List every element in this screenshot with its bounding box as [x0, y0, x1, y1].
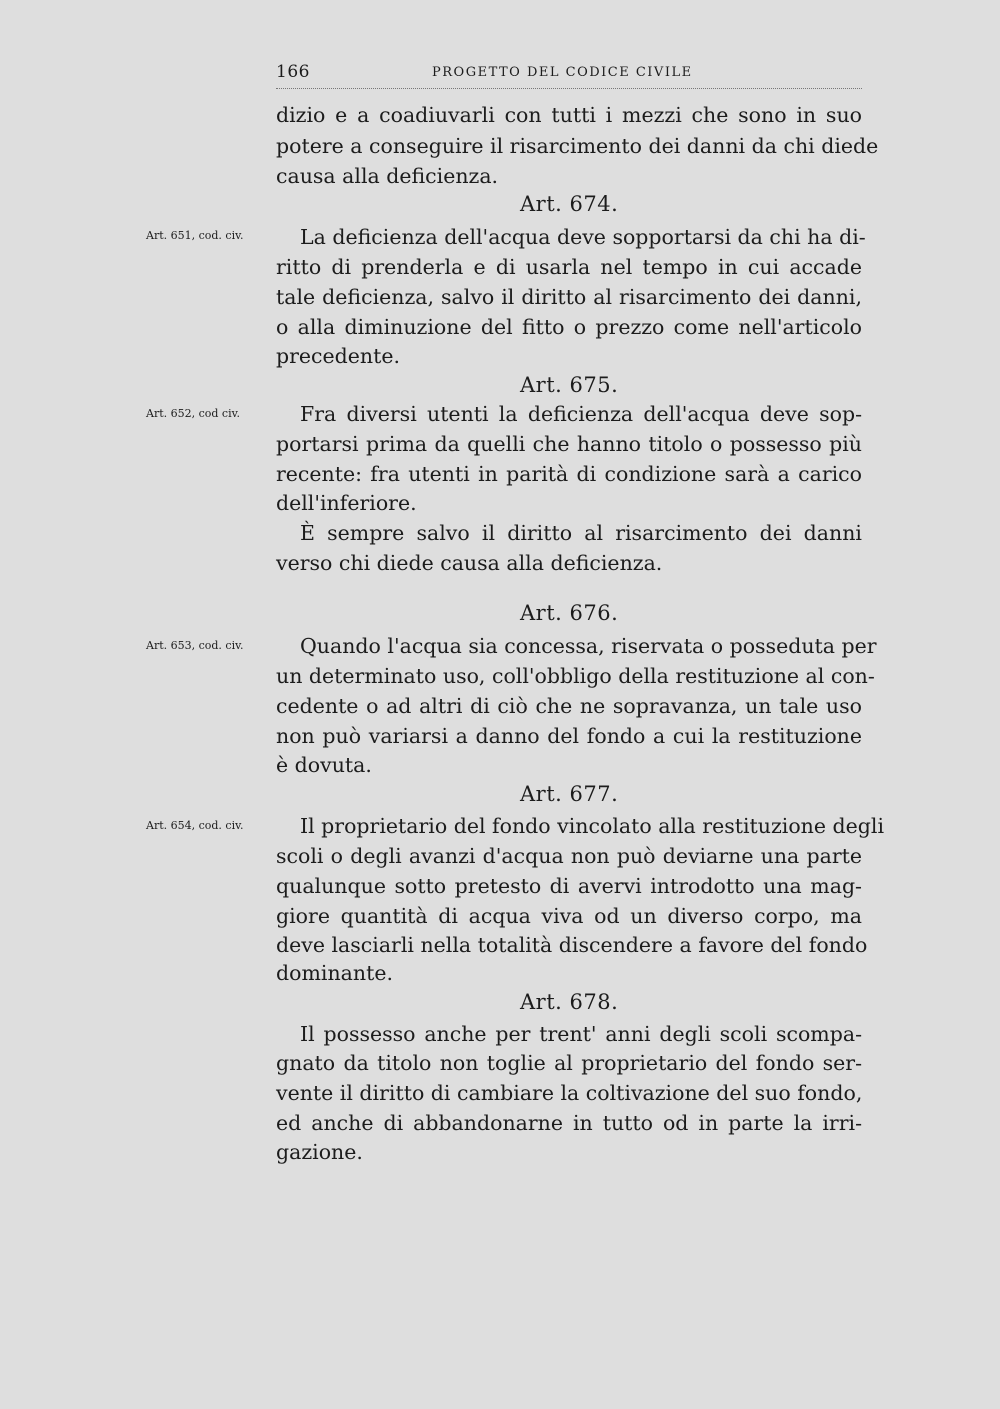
margin-note: Art. 654, cod. civ.: [146, 819, 244, 832]
text-line: ed anche di abbandonarne in tutto od in parte la irri-: [276, 1111, 862, 1135]
text-line: cedente o ad altri di ciò che ne sopravanza, un tale uso: [276, 694, 862, 718]
text-line: recente: fra utenti in parità di condizione sarà a carico: [276, 462, 862, 486]
text-line: dizio e a coadiuvarli con tutti i mezzi che sono in suo: [276, 103, 862, 127]
text-line: potere a conseguire il risarcimento dei danni da chi diede: [276, 134, 879, 158]
text-line: giore quantità di acqua viva od un diverso corpo, ma: [276, 904, 862, 928]
text-line: gnato da titolo non toglie al proprietario del fondo ser-: [276, 1051, 862, 1075]
text-line: gazione.: [276, 1140, 363, 1164]
text-line: scoli o degli avanzi d'acqua non può deviarne una parte: [276, 844, 862, 868]
text-line: Il possesso anche per trent' anni degli scoli scompa-: [300, 1022, 862, 1046]
text-line: La deficienza dell'acqua deve sopportarsi da chi ha di-: [300, 225, 866, 249]
article-heading: Art. 677.: [520, 782, 619, 806]
text-line: portarsi prima da quelli che hanno titolo o possesso più: [276, 432, 862, 456]
text-line: precedente.: [276, 344, 401, 368]
text-line: deve lasciarli nella totalità discendere a favore del fondo: [276, 933, 868, 957]
text-line: dominante.: [276, 961, 393, 985]
text-line: È sempre salvo il diritto al risarcimento dei danni: [300, 521, 862, 545]
article-heading: Art. 678.: [520, 990, 619, 1014]
text-line: un determinato uso, coll'obbligo della restituzione al con-: [276, 664, 875, 688]
text-line: Quando l'acqua sia concessa, riservata o posseduta per: [300, 634, 877, 658]
text-line: qualunque sotto pretesto di avervi introdotto una mag-: [276, 874, 862, 898]
text-line: è dovuta.: [276, 753, 372, 777]
text-line: vente il diritto di cambiare la coltivazione del suo fondo,: [276, 1081, 863, 1105]
article-heading: Art. 676.: [520, 601, 619, 625]
text-line: causa alla deficienza.: [276, 164, 499, 188]
text-line: non può variarsi a danno del fondo a cui la restituzione: [276, 724, 862, 748]
text-line: Il proprietario del fondo vincolato alla restituzione degli: [300, 814, 884, 838]
margin-note: Art. 652, cod civ.: [146, 407, 241, 420]
article-heading: Art. 674.: [520, 192, 619, 216]
margin-note: Art. 651, cod. civ.: [146, 229, 244, 242]
text-line: o alla diminuzione del fitto o prezzo come nell'articolo: [276, 315, 862, 339]
page-header: [276, 62, 862, 89]
text-line: ritto di prenderla e di usarla nel tempo in cui accade: [276, 255, 862, 279]
text-line: verso chi diede causa alla deficienza.: [276, 551, 663, 575]
article-heading: Art. 675.: [520, 373, 619, 397]
page-number: 166: [276, 62, 310, 82]
text-line: tale deficienza, salvo il diritto al risarcimento dei danni,: [276, 285, 862, 309]
text-line: Fra diversi utenti la deficienza dell'acqua deve sop-: [300, 402, 862, 426]
text-line: dell'inferiore.: [276, 491, 417, 515]
margin-note: Art. 653, cod. civ.: [146, 639, 244, 652]
running-head: PROGETTO DEL CODICE CIVILE: [432, 65, 693, 80]
